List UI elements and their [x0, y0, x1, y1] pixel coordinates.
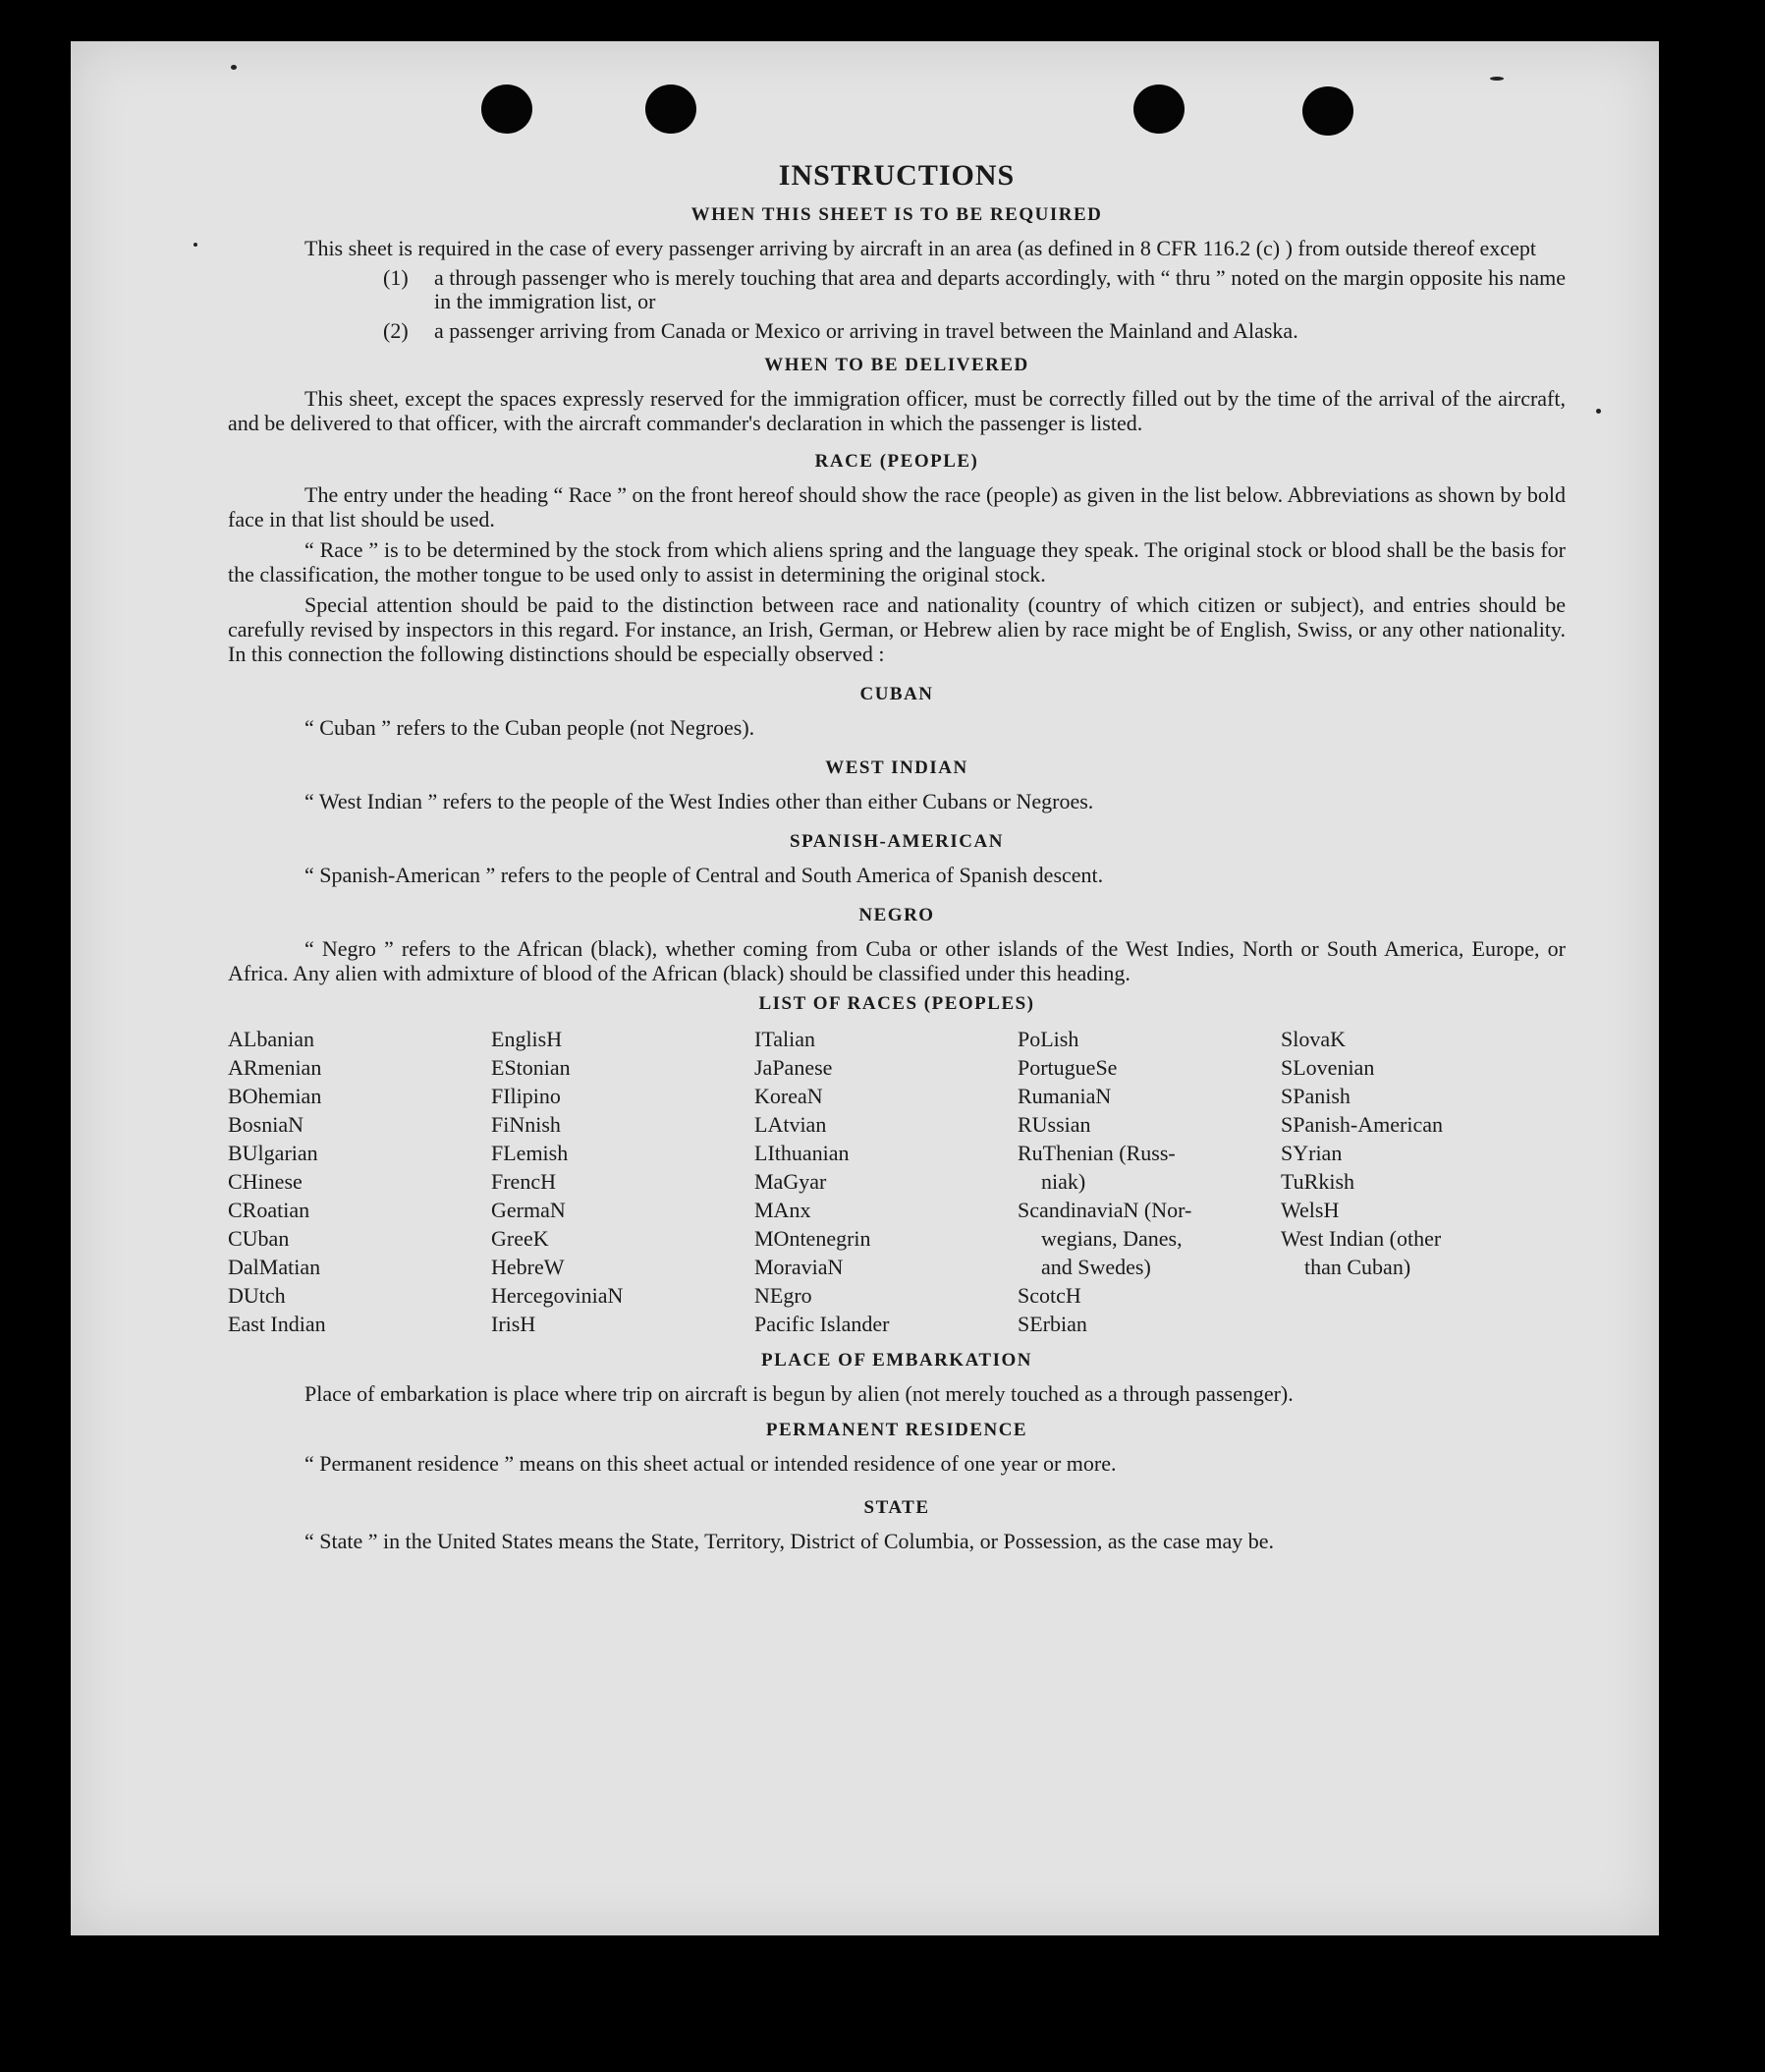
race-entry: MAnx — [754, 1198, 811, 1222]
race-entry: SLovenian — [1281, 1055, 1375, 1080]
page-title: INSTRUCTIONS — [778, 159, 1016, 192]
race-entry: MoraviaN — [754, 1255, 844, 1279]
race-entry: GreeK — [491, 1226, 549, 1251]
race-entry: FIlipino — [491, 1084, 561, 1108]
races-table — [228, 1025, 1566, 1338]
list-item: (1) a through passenger who is merely touching that area and departs accordingly, with “ thru ” noted on the margin opposite his name in the immigration list, or — [383, 265, 1566, 313]
race-entry: HercegoviniaN — [491, 1283, 624, 1308]
paragraph: Place of embarkation is place where trip on aircraft is begun by alien (not merely touched as a through passenger). — [304, 1381, 1294, 1406]
punch-hole — [645, 84, 696, 134]
race-entry: LAtvian — [754, 1112, 827, 1137]
heading-west-indian: WEST INDIAN — [825, 757, 968, 778]
race-entry: BosniaN — [228, 1112, 303, 1137]
paragraph: This sheet is required in the case of every passenger arriving by aircraft in an area (as defined in 8 CFR 116.2 (c) ) from outside thereof except — [304, 236, 1536, 260]
heading-permanent-residence: PERMANENT RESIDENCE — [765, 1420, 1028, 1440]
race-entry: East Indian — [228, 1312, 326, 1336]
race-entry: ScandinaviaN (Nor- — [1018, 1198, 1192, 1222]
paragraph: “ Spanish-American ” refers to the people of Central and South America of Spanish descent. — [304, 863, 1104, 887]
race-entry: DalMatian — [228, 1255, 321, 1279]
race-entry: wegians, Danes, — [1041, 1226, 1183, 1251]
punch-hole — [481, 84, 532, 134]
paragraph: “ Race ” is to be determined by the stock from which aliens spring and the language they speak. The original stock or blood shall be the basis for the classification, the mother tongue to be used only to assist in determining the original stock. — [228, 537, 1566, 587]
race-entry: KoreaN — [754, 1084, 823, 1108]
race-entry: EnglisH — [491, 1027, 563, 1051]
heading-negro: NEGRO — [858, 905, 935, 925]
race-entry: TuRkish — [1281, 1169, 1355, 1194]
race-entry: Pacific Islander — [754, 1312, 890, 1336]
paragraph: “ Negro ” refers to the African (black), whether coming from Cuba or other islands of the West Indies, North or South America, Europe, or Africa. Any alien with admixture of blood of the African (black) should be classified under this heading. — [228, 936, 1566, 985]
paragraph: This sheet, except the spaces expressly reserved for the immigration officer, must be correctly filled out by the time of the arrival of the aircraft, and be delivered to that officer, with the aircraft commander's declaration in which the passenger is listed. — [228, 386, 1566, 435]
race-entry: NEgro — [754, 1283, 812, 1308]
heading-spanish-american: SPANISH-AMERICAN — [790, 831, 1004, 852]
heading-cuban: CUBAN — [859, 684, 934, 704]
race-entry: West Indian (other — [1281, 1226, 1442, 1251]
race-entry: RuThenian (Russ- — [1018, 1141, 1176, 1165]
race-entry: JaPanese — [754, 1055, 833, 1080]
race-entry: SYrian — [1281, 1141, 1343, 1165]
race-entry: BOhemian — [228, 1084, 322, 1108]
race-entry: EStonian — [491, 1055, 571, 1080]
race-entry: DUtch — [228, 1283, 286, 1308]
paragraph: The entry under the heading “ Race ” on the front hereof should show the race (people) as given in the list below. Abbreviations as shown by bold face in that list should be used. — [228, 482, 1566, 532]
paragraph: “ Permanent residence ” means on this sheet actual or intended residence of one year or more. — [304, 1451, 1117, 1476]
race-entry: than Cuban) — [1304, 1255, 1411, 1279]
race-entry: SPanish — [1281, 1084, 1351, 1108]
race-entry: PortugueSe — [1018, 1055, 1118, 1080]
list-item: (2) a passenger arriving from Canada or Mexico or arriving in travel between the Mainland and Alaska. — [383, 318, 1298, 343]
race-entry: CUban — [228, 1226, 290, 1251]
race-entry: GermaN — [491, 1198, 566, 1222]
race-entry: PoLish — [1018, 1027, 1079, 1051]
paragraph: “ State ” in the United States means the State, Territory, District of Columbia, or Possession, as the case may be. — [304, 1529, 1275, 1553]
race-entry: MaGyar — [754, 1169, 827, 1194]
race-entry: and Swedes) — [1041, 1255, 1151, 1279]
race-entry: ITalian — [754, 1027, 815, 1051]
races-column — [491, 1025, 754, 1338]
heading-list-of-races: LIST OF RACES (PEOPLES) — [758, 993, 1035, 1014]
race-entry: SlovaK — [1281, 1027, 1346, 1051]
race-entry: LIthuanian — [754, 1141, 850, 1165]
document-sheet — [71, 41, 1659, 1935]
race-entry: niak) — [1041, 1169, 1086, 1194]
race-entry: MOntenegrin — [754, 1226, 871, 1251]
race-entry: SPanish-American — [1281, 1112, 1443, 1137]
race-entry: FrencH — [491, 1169, 556, 1194]
race-entry: CRoatian — [228, 1198, 310, 1222]
heading-when-delivered: WHEN TO BE DELIVERED — [764, 355, 1029, 375]
race-entry: SErbian — [1018, 1312, 1087, 1336]
heading-when-required: WHEN THIS SHEET IS TO BE REQUIRED — [690, 204, 1103, 225]
race-entry: RumaniaN — [1018, 1084, 1112, 1108]
races-column — [1281, 1025, 1544, 1338]
race-entry: IrisH — [491, 1312, 536, 1336]
race-entry: FiNnish — [491, 1112, 561, 1137]
punch-hole — [1302, 86, 1353, 136]
paragraph: “ Cuban ” refers to the Cuban people (not Negroes). — [304, 715, 755, 740]
heading-embarkation: PLACE OF EMBARKATION — [761, 1350, 1032, 1371]
races-column — [754, 1025, 1018, 1338]
race-entry: ALbanian — [228, 1027, 314, 1051]
heading-state: STATE — [863, 1497, 930, 1518]
race-entry: FLemish — [491, 1141, 569, 1165]
punch-hole — [1133, 84, 1185, 134]
race-entry: BUlgarian — [228, 1141, 318, 1165]
race-entry: WelsH — [1281, 1198, 1340, 1222]
paragraph: “ West Indian ” refers to the people of the West Indies other than either Cubans or Negroes. — [304, 789, 1094, 813]
race-entry: CHinese — [228, 1169, 303, 1194]
instructions-content — [228, 159, 1566, 1559]
races-column — [228, 1025, 491, 1338]
race-entry: ScotcH — [1018, 1283, 1081, 1308]
race-entry: HebreW — [491, 1255, 565, 1279]
race-entry: ARmenian — [228, 1055, 322, 1080]
heading-race: RACE (PEOPLE) — [814, 451, 979, 472]
paragraph: Special attention should be paid to the distinction between race and nationality (country of which citizen or subject), and entries should be carefully revised by inspectors in this regard. For instance, an Irish, German, or Hebrew alien by race might be of English, Swiss, or any other nationality. In this connection the following distinctions should be especially observed : — [228, 592, 1566, 666]
races-column — [1018, 1025, 1281, 1338]
race-entry: RUssian — [1018, 1112, 1091, 1137]
